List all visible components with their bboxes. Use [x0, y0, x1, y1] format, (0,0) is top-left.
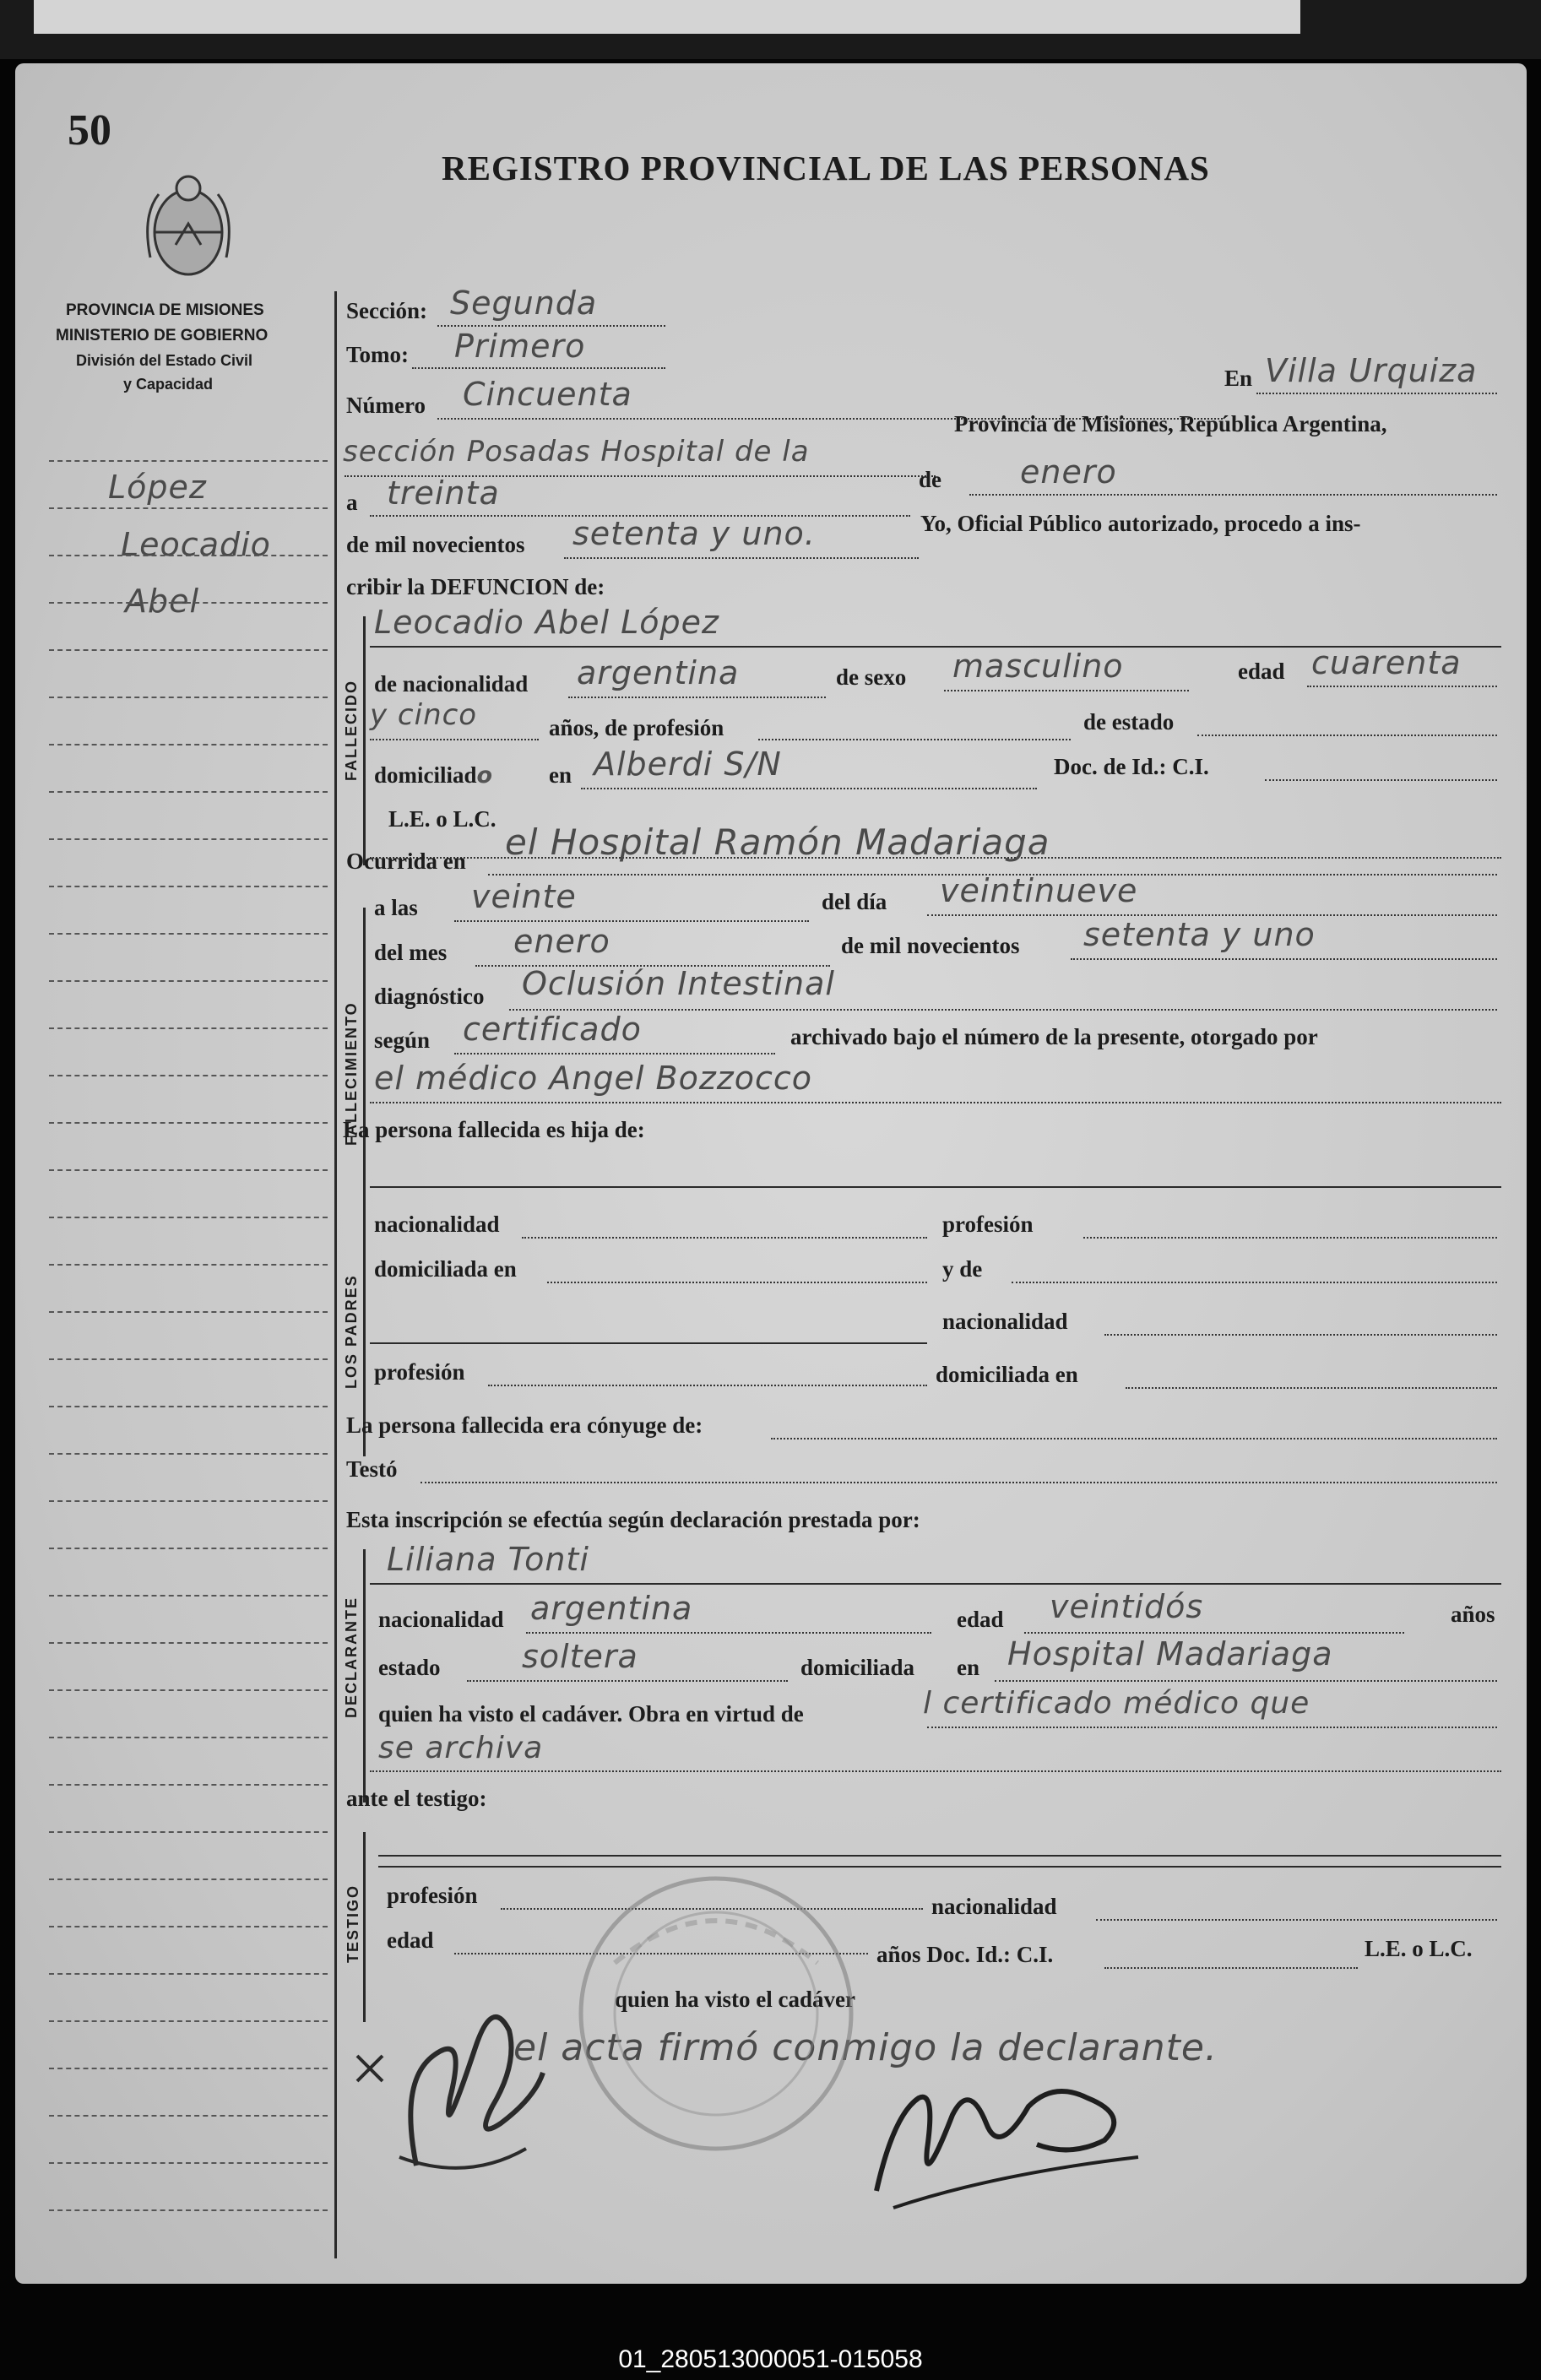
padres-profesion2-line [488, 1385, 927, 1386]
official-signature [860, 2064, 1180, 2216]
margin-ruled-line [49, 980, 328, 982]
margin-ruled-line [49, 886, 328, 887]
margin-ruled-line [49, 507, 328, 509]
declarante-en-label: en [957, 1655, 979, 1680]
fallecido-edad2-line [370, 739, 539, 740]
fallecido-domiciliado-suffix: o [476, 762, 493, 789]
padres-yde-label: y de [942, 1256, 983, 1282]
numero-label: Número [346, 393, 426, 418]
margin-ruled-line [49, 2068, 328, 2069]
fallecido-edad2-value: y cinco [370, 698, 478, 732]
conyuge-line [771, 1438, 1497, 1439]
padres-profesion-line [1083, 1237, 1497, 1239]
scan-filename: 01_280513000051-015058 [618, 2345, 923, 2373]
fallecido-en-line [581, 788, 1037, 789]
fallecido-edad-value: cuarenta [1311, 644, 1462, 681]
margin-ruled-line [49, 649, 328, 651]
a-value: treinta [387, 474, 500, 512]
register-page [15, 63, 1527, 2284]
margin-ruled-line [49, 1406, 328, 1407]
margin-ruled-line [49, 838, 328, 840]
declarante-estado-line [467, 1680, 788, 1682]
seccion-label: Sección: [346, 298, 427, 323]
padres-profesion2-label: profesión [374, 1359, 465, 1385]
ministry-line2: MINISTERIO DE GOBIERNO [56, 327, 269, 344]
declarante-nacionalidad-line [526, 1632, 931, 1634]
en-line [1256, 393, 1497, 394]
declarante-edad-line [1024, 1632, 1404, 1634]
conyuge-text: La persona fallecida era cónyuge de: [346, 1412, 703, 1438]
fallecido-nacionalidad-line [568, 697, 826, 698]
margin-ruled-line [49, 2115, 328, 2117]
fallecido-edad-label: edad [1238, 659, 1285, 684]
margin-ruled-line [49, 1595, 328, 1597]
alas-line [454, 920, 809, 922]
fallecido-doc-line [1265, 779, 1497, 781]
fallecido-nacionalidad-value: argentina [577, 654, 740, 691]
fallecido-en-label: en [549, 762, 572, 788]
fallecido-bracket [363, 616, 366, 865]
de-value: enero [1020, 453, 1117, 491]
testo-label: Testó [346, 1456, 398, 1482]
declarante-obra-value: l certificado médico que [923, 1686, 1310, 1721]
margin-name-line3: Abel [125, 583, 200, 620]
padres-domiciliada-line [547, 1282, 927, 1283]
margin-ruled-line [49, 602, 328, 604]
de-line [969, 494, 1497, 496]
diagnostico-line [509, 1009, 1497, 1011]
mes-label: del mes [374, 940, 448, 965]
fallecido-profesion-label: años, de profesión [549, 715, 724, 740]
declarante-edad-value: veintidós [1050, 1588, 1204, 1625]
fallecimiento-mil-label: de mil novecientos [841, 933, 1020, 958]
margin-ruled-line [49, 1500, 328, 1502]
declarante-nacionalidad-label: nacionalidad [378, 1607, 504, 1632]
medico-value: el médico Angel Bozzocco [374, 1060, 813, 1097]
declarante-obra2-value: se archiva [378, 1731, 544, 1765]
fallecido-edad-line [1307, 686, 1497, 687]
fallecido-en-value: Alberdi S/N [594, 745, 782, 783]
fallecido-le-label: L.E. o L.C. [388, 806, 496, 832]
testigo-visto-text: quien ha visto el cadáver [615, 1987, 856, 2012]
de-label: de [919, 467, 941, 492]
mes-value: enero [513, 923, 610, 960]
testigo-nombre-line [378, 1855, 1501, 1857]
segun-label: según [374, 1027, 431, 1053]
declarante-anos-label: años [1451, 1602, 1495, 1627]
segun-value: certificado [463, 1011, 642, 1048]
margin-ruled-line [49, 1879, 328, 1880]
declarante-bracket [363, 1549, 366, 1803]
padres-nacionalidad-line [522, 1237, 927, 1239]
fallecido-sexo-label: de sexo [836, 664, 907, 690]
padres-yde-line [1012, 1282, 1497, 1283]
seccion2-value: sección Posadas Hospital de la [343, 435, 810, 469]
page-title: REGISTRO PROVINCIAL DE LAS PERSONAS [442, 149, 1210, 187]
tomo-label: Tomo: [346, 342, 410, 367]
margin-name-line2: Leocadio [121, 526, 271, 563]
testigo-nacionalidad-line [1096, 1919, 1497, 1921]
padres-domiciliada2-line [1126, 1387, 1497, 1389]
margin-ruled-line [49, 1737, 328, 1738]
medico-line [370, 1102, 1501, 1103]
margin-ruled-line [49, 1831, 328, 1833]
ministry-line1: PROVINCIA DE MISIONES [66, 301, 264, 319]
testigo-nombre-line2 [378, 1866, 1501, 1868]
coat-of-arms-emblem [142, 165, 235, 283]
testigo-edad-label: edad [387, 1927, 434, 1953]
a-label: a [346, 490, 358, 515]
testigo-anos-doc-label: años Doc. Id.: C.I. [876, 1942, 1054, 1967]
margin-ruled-line [49, 1358, 328, 1360]
page-number: 50 [68, 106, 111, 155]
declarante-nombre: Liliana Tonti [387, 1541, 589, 1578]
margin-ruled-line [49, 1217, 328, 1218]
margin-ruled-line [49, 744, 328, 745]
margin-ruled-line [49, 555, 328, 556]
mil-value: setenta y uno. [572, 515, 816, 552]
tomo-value: Primero [454, 328, 586, 365]
margin-divider [334, 291, 337, 2258]
fallecimiento-mil-line [1071, 958, 1497, 960]
ocurrida-value: el Hospital Ramón Madariaga [505, 821, 1050, 863]
padres-domiciliada2-label: domiciliada en [936, 1362, 1078, 1387]
padres-name-line [370, 1186, 1501, 1188]
margin-ruled-line [49, 460, 328, 462]
fallecido-doc-label: Doc. de Id.: C.I. [1054, 754, 1209, 779]
margin-name-line1: López [108, 469, 207, 506]
diagnostico-value: Oclusión Intestinal [522, 965, 835, 1002]
inscribir-text: cribir la DEFUNCION de: [346, 574, 605, 599]
margin-ruled-line [49, 1027, 328, 1029]
ministry-line3: División del Estado Civil [76, 352, 253, 369]
mil-line [564, 557, 919, 559]
margin-ruled-line [49, 697, 328, 698]
margin-ruled-line [49, 1784, 328, 1786]
fallecido-nombre: Leocadio Abel López [374, 604, 719, 641]
padres-side-label: LOS PADRES [343, 1274, 360, 1389]
margin-ruled-line [49, 933, 328, 935]
declarante-visto-text: quien ha visto el cadáver. Obra en virtud de [378, 1701, 804, 1727]
oficial-text: Yo, Oficial Público autorizado, procedo a ins- [920, 511, 1361, 536]
provincia-text: Provincia de Misiones, República Argentina, [954, 411, 1387, 436]
fallecido-domiciliado-label [374, 762, 492, 789]
declarant-signature [349, 1980, 560, 2199]
ocurrida-label: Ocurrida en [346, 848, 466, 874]
fallecido-estado-line [1197, 735, 1497, 736]
hija-text: La persona fallecida es hija de: [343, 1117, 645, 1142]
declarante-estado-label: estado [378, 1655, 441, 1680]
seccion-line [437, 325, 665, 327]
margin-ruled-line [49, 1453, 328, 1455]
testo-line [421, 1482, 1497, 1483]
fallecido-sexo-line [944, 690, 1189, 691]
numero-value: Cincuenta [463, 376, 632, 413]
declarante-edad-label: edad [957, 1607, 1004, 1632]
testigo-ante-text: ante el testigo: [346, 1786, 487, 1811]
testigo-doc-line [1104, 1967, 1358, 1969]
fallecido-profesion-line [758, 739, 1071, 740]
margin-ruled-line [49, 1264, 328, 1266]
margin-ruled-line [49, 1548, 328, 1549]
padres-nacionalidad2-label: nacionalidad [942, 1309, 1068, 1334]
dia-value: veintinueve [940, 872, 1138, 909]
margin-ruled-line [49, 1075, 328, 1076]
margin-ruled-line [49, 1311, 328, 1313]
margin-ruled-line [49, 1973, 328, 1975]
padres-addr-line [370, 1342, 927, 1344]
alas-value: veinte [471, 878, 577, 915]
archivado-text: archivado bajo el número de la presente, otorgado por [790, 1024, 1318, 1049]
declarante-obra2-line [370, 1770, 1501, 1772]
seccion-value: Segunda [450, 285, 598, 322]
fallecido-domiciliado-text: domiciliad [374, 762, 477, 788]
padres-domiciliada-label: domiciliada en [374, 1256, 517, 1282]
declarante-obra-line [927, 1727, 1497, 1728]
en-value: Villa Urquiza [1265, 352, 1478, 389]
scan-border-top [0, 0, 1541, 59]
declaracion-text: Esta inscripción se efectúa según declaración prestada por: [346, 1507, 920, 1532]
tomo-line [412, 367, 665, 369]
declarante-domicilio-value: Hospital Madariaga [1007, 1635, 1333, 1673]
declarante-domiciliada-label: domiciliada [800, 1655, 915, 1680]
padres-profesion-label: profesión [942, 1212, 1034, 1237]
declarante-nacionalidad-value: argentina [530, 1590, 693, 1627]
mil-label: de mil novecientos [346, 532, 525, 557]
official-seal-stamp [564, 1862, 868, 2166]
testigo-profesion-label: profesión [387, 1883, 478, 1908]
margin-ruled-line [49, 1122, 328, 1124]
declarante-estado-value: soltera [522, 1638, 638, 1675]
ministry-line4: y Capacidad [123, 376, 214, 393]
segun-line [454, 1053, 775, 1054]
dia-label: del día [822, 889, 887, 914]
fallecimiento-mil-value: setenta y uno [1083, 916, 1316, 953]
padres-nacionalidad-label: nacionalidad [374, 1212, 500, 1237]
margin-ruled-line [49, 1926, 328, 1927]
en-label: En [1224, 366, 1253, 391]
fallecido-nacionalidad-label: de nacionalidad [374, 671, 529, 697]
testigo-le-label: L.E. o L.C. [1365, 1936, 1473, 1961]
testigo-nacionalidad-label: nacionalidad [931, 1894, 1057, 1919]
fallecido-sexo-value: masculino [952, 648, 1124, 685]
margin-ruled-line [49, 1642, 328, 1644]
fallecido-side-label: FALLECIDO [343, 680, 360, 781]
closing-statement: el acta firmó conmigo la declarante. [513, 2026, 1218, 2069]
alas-label: a las [374, 895, 418, 920]
margin-ruled-line [49, 1689, 328, 1691]
declarante-nombre-line [370, 1583, 1501, 1585]
declarante-domicilio-line [995, 1680, 1497, 1682]
underlying-sheet [34, 0, 1300, 34]
margin-ruled-line [49, 2162, 328, 2164]
declarante-side-label: DECLARANTE [343, 1597, 360, 1718]
margin-ruled-line [49, 2209, 328, 2211]
margin-ruled-line [49, 2020, 328, 2022]
diagnostico-label: diagnóstico [374, 984, 485, 1009]
fallecido-estado-label: de estado [1083, 709, 1175, 735]
padres-nacionalidad2-line [1104, 1334, 1497, 1336]
testigo-side-label: TESTIGO [345, 1884, 361, 1963]
fallecimiento-side-label: FALLECIMIENTO [343, 1001, 360, 1146]
margin-ruled-line [49, 1169, 328, 1171]
margin-ruled-line [49, 791, 328, 793]
